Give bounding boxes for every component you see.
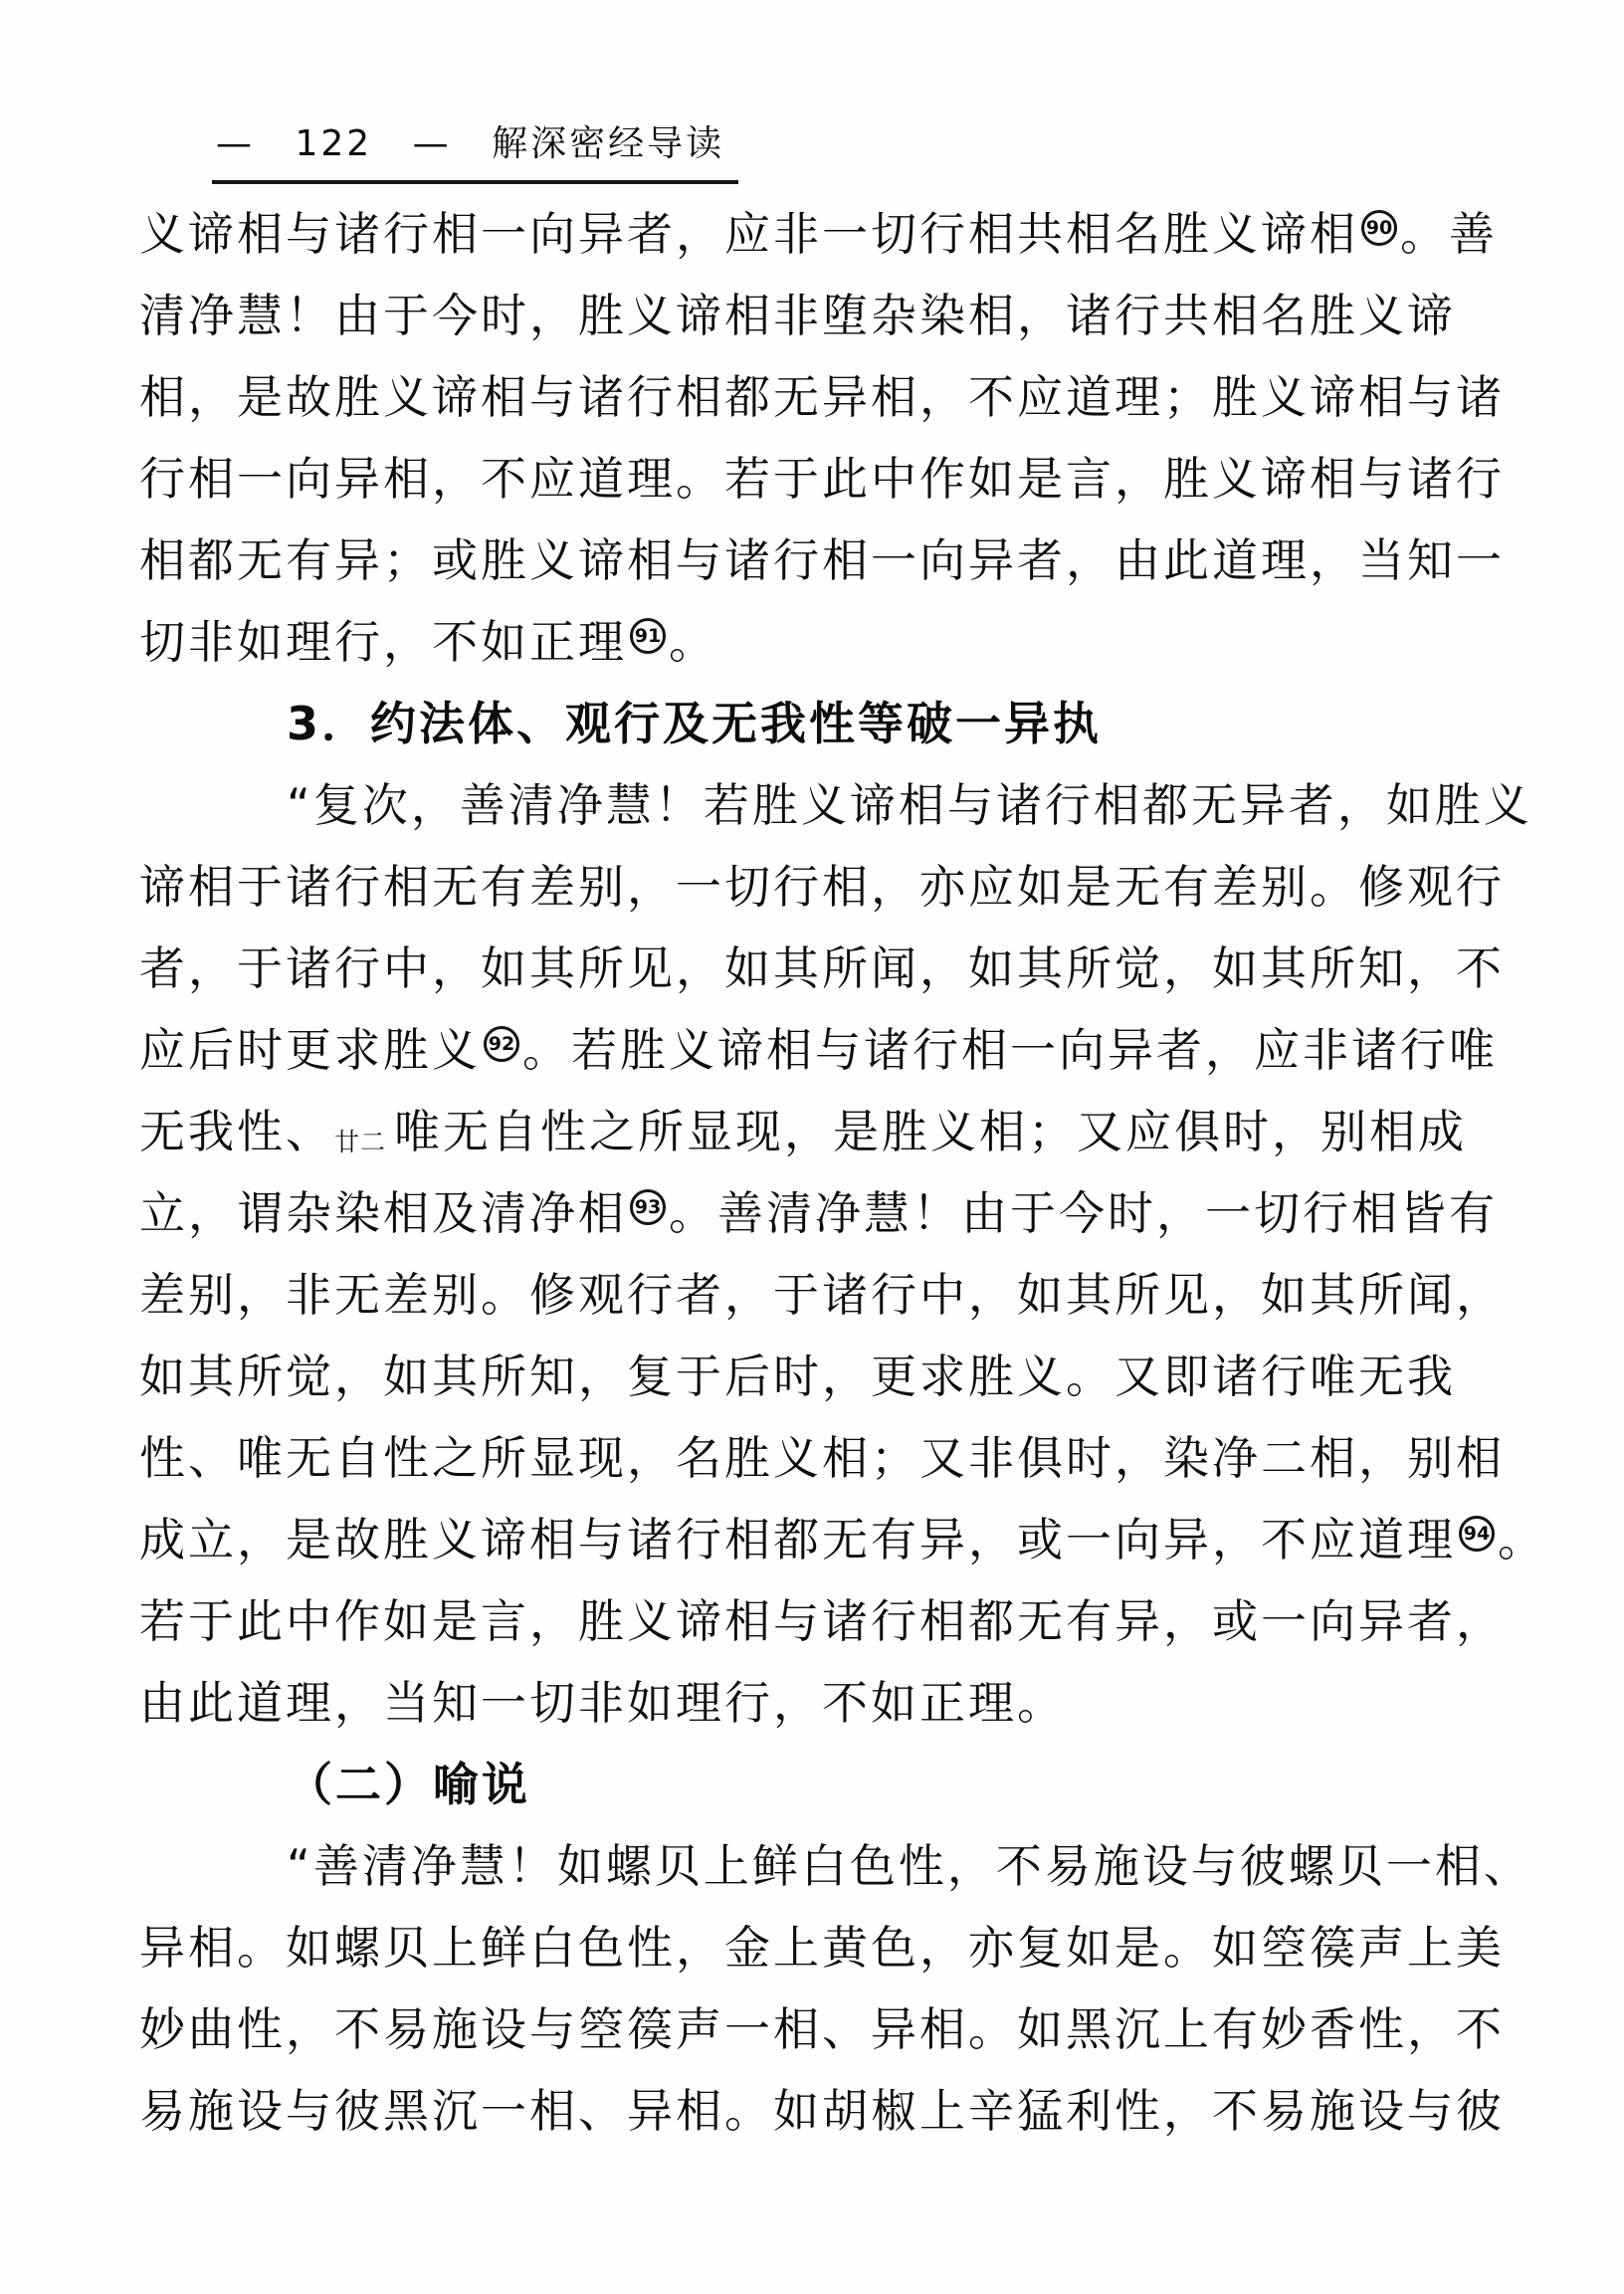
text-line: “善清净慧！如螺贝上鲜白色性，不易施设与彼螺贝一相、 <box>287 1839 1532 1893</box>
paragraph-1 <box>139 193 1505 683</box>
header-right-dash: — <box>412 123 452 164</box>
page-header <box>212 115 738 184</box>
header-left-dash: — <box>216 123 255 164</box>
text-line: 差别，非无差别。修观行者，于诸行中，如其所见，如其所闻， <box>139 1268 1505 1322</box>
text-line: 由此道理，当知一切非如理行，不如正理。 <box>139 1676 1066 1730</box>
text-line: 相，是故胜义谛相与诸行相都无异相，不应道理；胜义谛相与诸 <box>139 370 1505 424</box>
text-line: 者，于诸行中，如其所见，如其所闻，如其所觉，如其所知，不 <box>139 941 1505 995</box>
text-line: 切非如理行，不如正理 91 。 <box>139 615 717 669</box>
page-number: 122 <box>295 123 373 164</box>
text-line: 行相一向异相，不应道理。若于此中作如是言，胜义谛相与诸行 <box>139 452 1505 506</box>
footnote-ref-92: 92 <box>484 1026 519 1062</box>
text-line: 清净慧！由于今时，胜义谛相非堕杂染相，诸行共相名胜义谛 <box>139 289 1456 342</box>
text-line: 应后时更求胜义 92 。若胜义谛相与诸行相一向异者，应非诸行唯 <box>139 1023 1498 1077</box>
text-line: 性、唯无自性之所显现，名胜义相；又非俱时，染净二相，别相 <box>139 1431 1505 1485</box>
text-line: 立，谓杂染相及清净相 93 。善清净慧！由于今时，一切行相皆有 <box>139 1186 1498 1240</box>
text-line: 义谛相与诸行相一向异者，应非一切行相共相名胜义谛相 90 。善 <box>139 207 1498 261</box>
text-line: 无我性、廿二 唯无自性之所显现，是胜义相；又应俱时，别相成 <box>139 1105 1468 1158</box>
section-heading-3: 3．约法体、观行及无我性等破一异执 <box>287 697 1103 750</box>
body-text <box>139 193 1546 2152</box>
text-line: 相都无有异；或胜义谛相与诸行相一向异者，由此道理，当知一 <box>139 533 1505 587</box>
footnote-ref-90: 90 <box>1361 210 1397 246</box>
paragraph-3 <box>139 1825 1532 2152</box>
text-line: 妙曲性，不易施设与箜篌声一相、异相。如黑沉上有妙香性，不 <box>139 2002 1505 2056</box>
text-line: 异相。如螺贝上鲜白色性，金上黄色，亦复如是。如箜篌声上美 <box>139 1921 1505 1975</box>
footnote-ref-94: 94 <box>1459 1516 1495 1552</box>
text-line: 若于此中作如是言，胜义谛相与诸行相都无有异，或一向异者， <box>139 1594 1505 1648</box>
subsection-heading-2: （二）喻说 <box>287 1758 530 1811</box>
footnote-ref-93: 93 <box>630 1189 666 1225</box>
text-line: 成立，是故胜义谛相与诸行相都无有异，或一向异，不应道理 94 。 <box>139 1513 1546 1566</box>
inline-folio-note: 廿二 <box>334 1128 387 1156</box>
paragraph-2 <box>139 764 1546 1744</box>
text-line: “复次，善清净慧！若胜义谛相与诸行相都无异者，如胜义 <box>287 778 1532 832</box>
text-line: 谛相于诸行相无有差别，一切行相，亦应如是无有差别。修观行 <box>139 860 1505 914</box>
book-title: 解深密经导读 <box>492 123 725 164</box>
text-line: 如其所觉，如其所知，复于后时，更求胜义。又即诸行唯无我 <box>139 1350 1456 1403</box>
text-line: 易施设与彼黑沉一相、异相。如胡椒上辛猛利性，不易施设与彼 <box>139 2084 1505 2138</box>
footnote-ref-91: 91 <box>630 618 666 654</box>
